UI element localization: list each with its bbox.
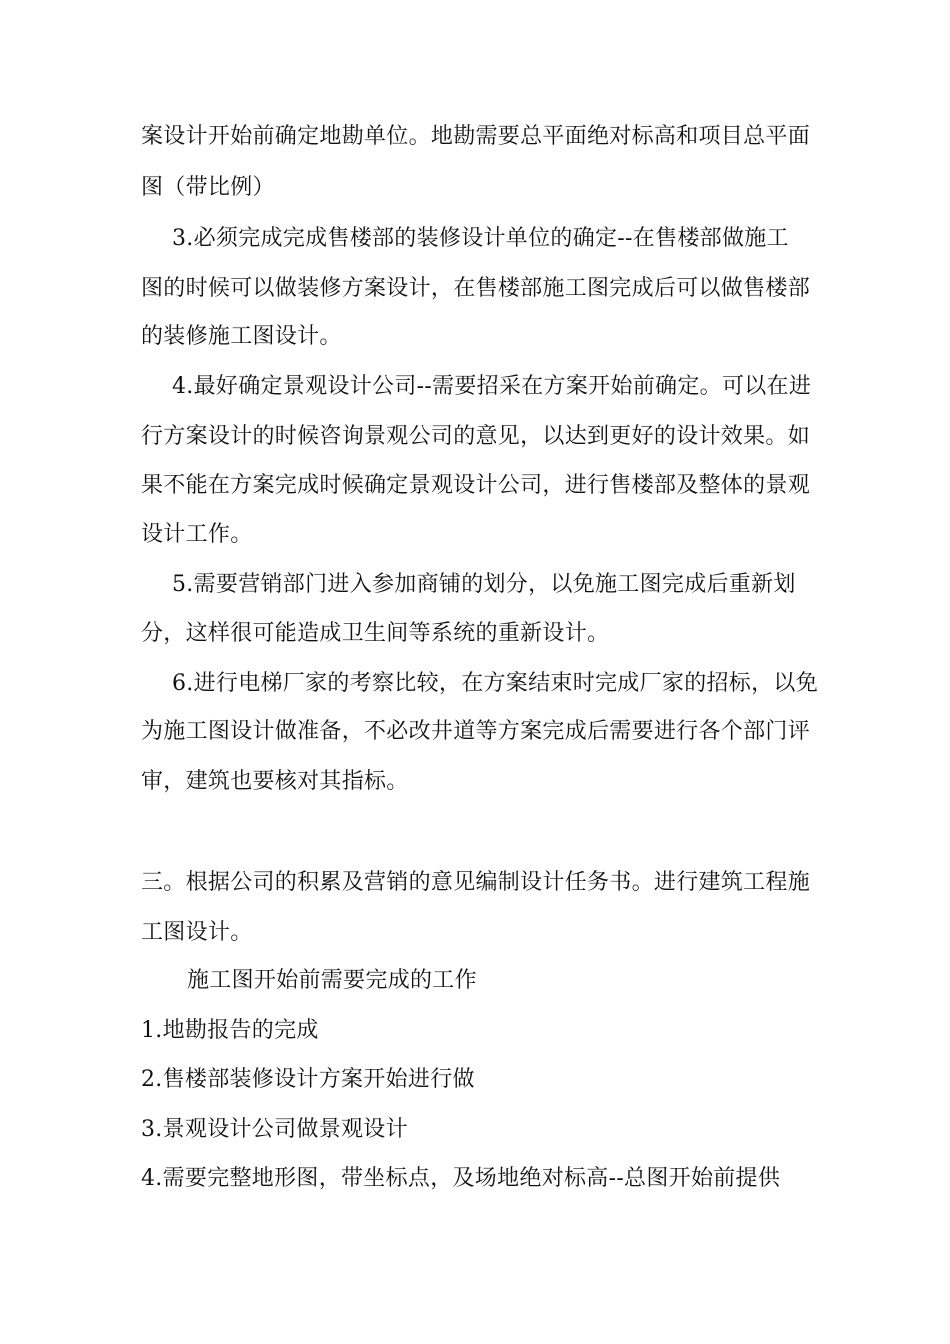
paragraph-line: 图（带比例） [141, 175, 275, 200]
paragraph-line: 的装修施工图设计。 [141, 324, 342, 349]
paragraph-line: 图的时候可以做装修方案设计，在售楼部施工图完成后可以做售楼部 [141, 276, 811, 301]
paragraph-line: 工图设计。 [141, 920, 253, 945]
paragraph-line: 分，这样很可能造成卫生间等系统的重新设计。 [141, 621, 610, 646]
paragraph-line: 设计工作。 [141, 522, 253, 547]
section-heading: 三。根据公司的积累及营销的意见编制设计任务书。进行建筑工程施 [141, 870, 811, 895]
paragraph-line: 行方案设计的时候咨询景观公司的意见，以达到更好的设计效果。如 [141, 424, 811, 449]
list-item-3b: 3.景观设计公司做景观设计 [141, 1117, 408, 1142]
paragraph-line: 案设计开始前确定地勘单位。地勘需要总平面绝对标高和项目总平面 [141, 124, 811, 149]
subheading: 施工图开始前需要完成的工作 [187, 968, 477, 993]
paragraph-line: 果不能在方案完成时候确定景观设计公司，进行售楼部及整体的景观 [141, 473, 811, 498]
list-item-3: 3.必须完成完成售楼部的装修设计单位的确定--在售楼部做施工 [172, 226, 789, 251]
paragraph-line: 为施工图设计做准备，不必改井道等方案完成后需要进行各个部门评 [141, 719, 811, 744]
list-item-6: 6.进行电梯厂家的考察比较，在方案结束时完成厂家的招标，以免 [172, 671, 818, 696]
list-item-4b: 4.需要完整地形图，带坐标点，及场地绝对标高--总图开始前提供 [141, 1166, 781, 1191]
list-item-5: 5.需要营销部门进入参加商铺的划分，以免施工图完成后重新划 [172, 572, 796, 597]
list-item-2: 2.售楼部装修设计方案开始进行做 [141, 1067, 475, 1092]
paragraph-line: 审，建筑也要核对其指标。 [141, 769, 409, 794]
list-item-1: 1.地勘报告的完成 [141, 1018, 319, 1043]
list-item-4: 4.最好确定景观设计公司--需要招采在方案开始前确定。可以在进 [172, 374, 812, 399]
